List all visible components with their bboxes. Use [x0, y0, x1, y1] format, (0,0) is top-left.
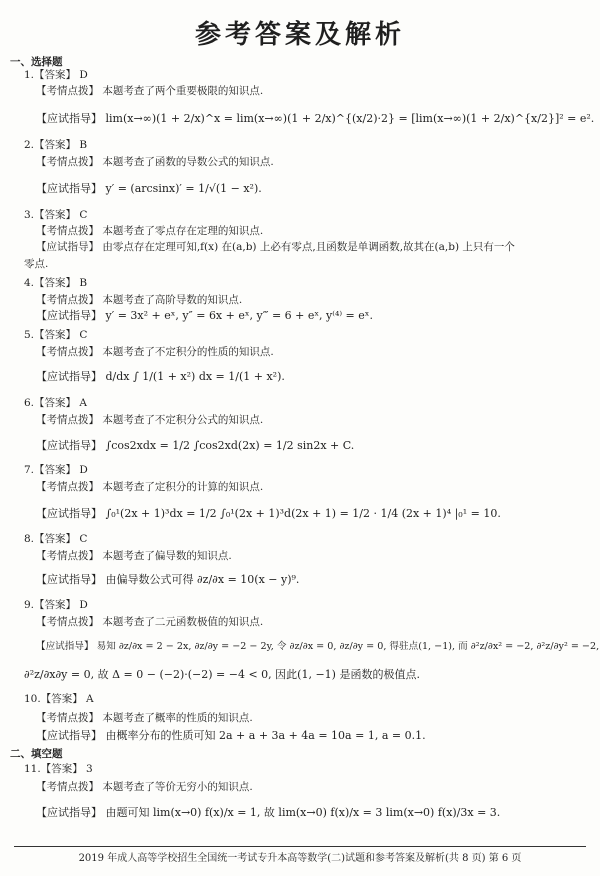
- answer-8: 8.【答案】 C: [24, 533, 88, 545]
- guide-11: 【应试指导】 由题可知 lim(x→0) f(x)/x = 1, 故 lim(x→0) f(x)/x = 3 lim(x→0) f(x)/3x = 3.: [36, 806, 501, 819]
- answer-7: 7.【答案】 D: [24, 464, 88, 476]
- page-title: 参考答案及解析: [194, 20, 405, 50]
- hint-6: 【考情点拨】 本题考查了不定积分公式的知识点.: [36, 414, 264, 426]
- guide-5: 【应试指导】 d/dx ∫ 1/(1 + x²) dx = 1/(1 + x²).: [36, 370, 285, 383]
- answer-1: 1.【答案】 D: [24, 69, 88, 81]
- answer-6: 6.【答案】 A: [24, 397, 87, 409]
- guide-3-cont: 零点.: [24, 258, 49, 270]
- guide-3: 【应试指导】 由零点存在定理可知,f(x) 在(a,b) 上必有零点,且函数是单调函数,故其在(a,b) 上只有一个: [36, 241, 515, 253]
- answer-3: 3.【答案】 C: [24, 209, 88, 221]
- guide-6: 【应试指导】 ∫cos2xdx = 1/2 ∫cos2xd(2x) = 1/2 sin2x + C.: [36, 439, 355, 452]
- answer-11: 11.【答案】 3: [24, 763, 93, 775]
- answer-4: 4.【答案】 B: [24, 277, 88, 289]
- guide-1: 【应试指导】 lim(x→∞)(1 + 2/x)^x = lim(x→∞)(1 + 2/x)^{(x/2)·2} = [lim(x→∞)(1 + 2/x)^{x/2}]² = e².: [36, 112, 595, 125]
- hint-2: 【考情点拨】 本题考查了函数的导数公式的知识点.: [36, 156, 274, 168]
- section-heading-choice: 一、选择题: [10, 56, 63, 68]
- page-footer: 2019 年成人高等学校招生全国统一考试专升本高等数学(二)试题和参考答案及解析(共 8 页) 第 6 页: [14, 846, 586, 864]
- guide-9: 【应试指导】 易知 ∂z/∂x = 2 − 2x, ∂z/∂y = −2 − 2y, 令 ∂z/∂x = 0, ∂z/∂y = 0, 得驻点(1, −1), 而 ∂²z/∂x² = −2, ∂²z/∂y² = −2,: [36, 641, 600, 652]
- section-heading-fill: 二、填空题: [10, 748, 63, 760]
- guide-10: 【应试指导】 由概率分布的性质可知 2a + a + 3a + 4a = 10a = 1, a = 0.1.: [36, 729, 426, 742]
- answer-5: 5.【答案】 C: [24, 329, 88, 341]
- guide-7: 【应试指导】 ∫₀¹(2x + 1)³dx = 1/2 ∫₀¹(2x + 1)³d(2x + 1) = 1/2 · 1/4 (2x + 1)⁴ |₀¹ = 10.: [36, 507, 501, 520]
- answer-10: 10.【答案】 A: [24, 693, 94, 705]
- guide-4: 【应试指导】 y′ = 3x² + eˣ, y″ = 6x + eˣ, y‴ = 6 + eˣ, y⁽⁴⁾ = eˣ.: [36, 309, 373, 322]
- guide-2: 【应试指导】 y′ = (arcsinx)′ = 1/√(1 − x²).: [36, 182, 262, 195]
- hint-3: 【考情点拨】 本题考查了零点存在定理的知识点.: [36, 225, 264, 237]
- hint-5: 【考情点拨】 本题考查了不定积分的性质的知识点.: [36, 346, 274, 358]
- hint-11: 【考情点拨】 本题考查了等价无穷小的知识点.: [36, 781, 253, 793]
- hint-10: 【考情点拨】 本题考查了概率的性质的知识点.: [36, 712, 253, 724]
- answer-2: 2.【答案】 B: [24, 139, 88, 151]
- hint-9: 【考情点拨】 本题考查了二元函数极值的知识点.: [36, 616, 264, 628]
- hint-8: 【考情点拨】 本题考查了偏导数的知识点.: [36, 550, 232, 562]
- answer-9: 9.【答案】 D: [24, 599, 88, 611]
- hint-4: 【考情点拨】 本题考查了高阶导数的知识点.: [36, 294, 243, 306]
- hint-1: 【考情点拨】 本题考查了两个重要极限的知识点.: [36, 85, 264, 97]
- guide-9-cont: ∂²z/∂x∂y = 0, 故 Δ = 0 − (−2)·(−2) = −4 < 0, 因此(1, −1) 是函数的极值点.: [24, 668, 420, 681]
- guide-8: 【应试指导】 由偏导数公式可得 ∂z/∂x = 10(x − y)⁹.: [36, 573, 300, 586]
- hint-7: 【考情点拨】 本题考查了定积分的计算的知识点.: [36, 481, 264, 493]
